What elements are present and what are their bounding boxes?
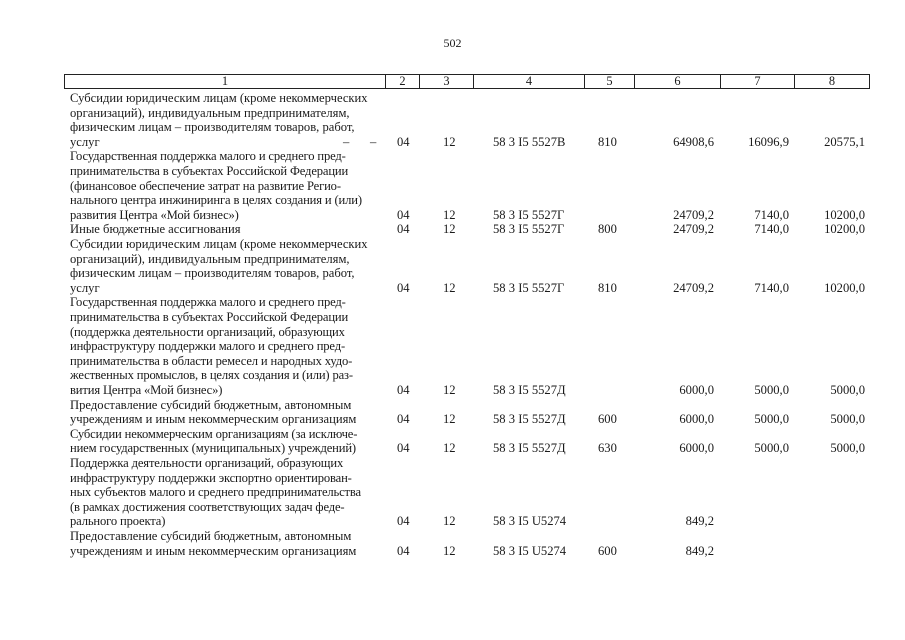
cell-col-8: 10200,0 bbox=[824, 222, 865, 237]
cell-col-5: 810 bbox=[598, 280, 617, 295]
row-description: Предоставление субсидий бюджетным, автономным учреждениям и иным некоммерческим организациям bbox=[70, 397, 357, 427]
cell-col-6: 6000,0 bbox=[679, 441, 714, 456]
header-col-8: 8 bbox=[794, 74, 870, 89]
cell-col-2: 04 bbox=[397, 222, 410, 237]
cell-col-4: 58 3 I5 5527Д bbox=[493, 382, 566, 397]
cell-col-2: 04 bbox=[397, 441, 410, 456]
row-description: Субсидии юридическим лицам (кроме некоммерческих организаций), индивидуальным предпринимателям, физическим лицам – производителям товаров, работ, услуг bbox=[70, 237, 368, 295]
cell-col-6: 24709,2 bbox=[673, 207, 714, 222]
cell-col-7: 7140,0 bbox=[754, 222, 789, 237]
cell-col-6: 24709,2 bbox=[673, 280, 714, 295]
header-col-5: 5 bbox=[584, 74, 634, 89]
cell-col-4: 58 3 I5 5527Г bbox=[493, 207, 565, 222]
cell-col-3: 12 bbox=[443, 441, 456, 456]
row-description: Иные бюджетные ассигнования bbox=[70, 222, 241, 237]
row-description: Субсидии юридическим лицам (кроме некоммерческих организаций), индивидуальным предпринимателям, физическим лицам – производителям товаров, работ, услуг bbox=[70, 91, 368, 149]
page-number: 502 bbox=[443, 36, 462, 50]
cell-col-6: 64908,6 bbox=[673, 134, 714, 149]
header-col-6: 6 bbox=[634, 74, 720, 89]
cell-col-8: 5000,0 bbox=[830, 441, 865, 456]
cell-col-4: 58 3 I5 5527В bbox=[493, 134, 566, 149]
cell-col-5: 800 bbox=[598, 222, 617, 237]
cell-col-3: 12 bbox=[443, 134, 456, 149]
cell-col-3: 12 bbox=[443, 280, 456, 295]
row-description: Государственная поддержка малого и среднего пред- принимательства в субъектах Российской Федерации (финансовое обеспечение затрат на развитие Регио- нального центра инжиниринга в целях создания и (или) развития Центра «Мой бизнес») bbox=[70, 149, 362, 222]
cell-col-3: 12 bbox=[443, 207, 456, 222]
dash-mark: – bbox=[343, 134, 350, 149]
header-col-7: 7 bbox=[720, 74, 794, 89]
cell-col-2: 04 bbox=[397, 207, 410, 222]
row-description: Предоставление субсидий бюджетным, автономным учреждениям и иным некоммерческим организациям bbox=[70, 529, 357, 558]
cell-col-4: 58 3 I5 5527Д bbox=[493, 441, 566, 456]
cell-col-7: 5000,0 bbox=[754, 441, 789, 456]
cell-col-8: 5000,0 bbox=[830, 382, 865, 397]
row-description: Субсидии некоммерческим организациям (за исключе- нием государственных (муниципальных) учреждений) bbox=[70, 426, 358, 456]
cell-col-2: 04 bbox=[397, 382, 410, 397]
cell-col-7: 5000,0 bbox=[754, 382, 789, 397]
header-col-1: 1 bbox=[64, 74, 385, 89]
cell-col-3: 12 bbox=[443, 222, 456, 237]
header-col-3: 3 bbox=[419, 74, 473, 89]
cell-col-8: 5000,0 bbox=[830, 412, 865, 427]
cell-col-6: 6000,0 bbox=[679, 412, 714, 427]
cell-col-8: 10200,0 bbox=[824, 207, 865, 222]
header-col-2: 2 bbox=[385, 74, 419, 89]
cell-col-4: 58 3 I5 U5274 bbox=[493, 543, 567, 558]
cell-col-5: 630 bbox=[598, 441, 617, 456]
cell-col-3: 12 bbox=[443, 543, 456, 558]
cell-col-6: 24709,2 bbox=[673, 222, 714, 237]
cell-col-4: 58 3 I5 5527Д bbox=[493, 412, 566, 427]
cell-col-7: 7140,0 bbox=[754, 280, 789, 295]
cell-col-6: 849,2 bbox=[685, 543, 714, 558]
cell-col-2: 04 bbox=[397, 134, 410, 149]
header-col-4: 4 bbox=[473, 74, 584, 89]
cell-col-4: 58 3 I5 5527Г bbox=[493, 280, 565, 295]
cell-col-8: 20575,1 bbox=[824, 134, 865, 149]
cell-col-3: 12 bbox=[443, 412, 456, 427]
cell-col-2: 04 bbox=[397, 280, 410, 295]
cell-col-6: 849,2 bbox=[685, 514, 714, 529]
row-description: Поддержка деятельности организаций, образующих инфраструктуру поддержки экспортно ориентирован- ных субъектов малого и среднего предпринимательства (в рамках достижения соответствующих задач феде- рального проекта) bbox=[70, 456, 361, 529]
cell-col-4: 58 3 I5 5527Г bbox=[493, 222, 565, 237]
cell-col-7: 5000,0 bbox=[754, 412, 789, 427]
dash-mark: – bbox=[370, 134, 377, 149]
cell-col-7: 16096,9 bbox=[748, 134, 789, 149]
cell-col-5: 600 bbox=[598, 543, 617, 558]
cell-col-3: 12 bbox=[443, 382, 456, 397]
cell-col-2: 04 bbox=[397, 543, 410, 558]
cell-col-2: 04 bbox=[397, 514, 410, 529]
cell-col-7: 7140,0 bbox=[754, 207, 789, 222]
cell-col-8: 10200,0 bbox=[824, 280, 865, 295]
cell-col-2: 04 bbox=[397, 412, 410, 427]
cell-col-6: 6000,0 bbox=[679, 382, 714, 397]
cell-col-5: 810 bbox=[598, 134, 617, 149]
row-description: Государственная поддержка малого и среднего пред- принимательства в субъектах Российской Федерации (поддержка деятельности организаций, образующих инфраструктуру поддержки малого и среднего пред- принимательства в области ремесел и народных худо- жественных промыслов, в целях создания и (или) раз- вития Центра «Мой бизнес») bbox=[70, 295, 353, 397]
cell-col-4: 58 3 I5 U5274 bbox=[493, 514, 567, 529]
cell-col-5: 600 bbox=[598, 412, 617, 427]
cell-col-3: 12 bbox=[443, 514, 456, 529]
